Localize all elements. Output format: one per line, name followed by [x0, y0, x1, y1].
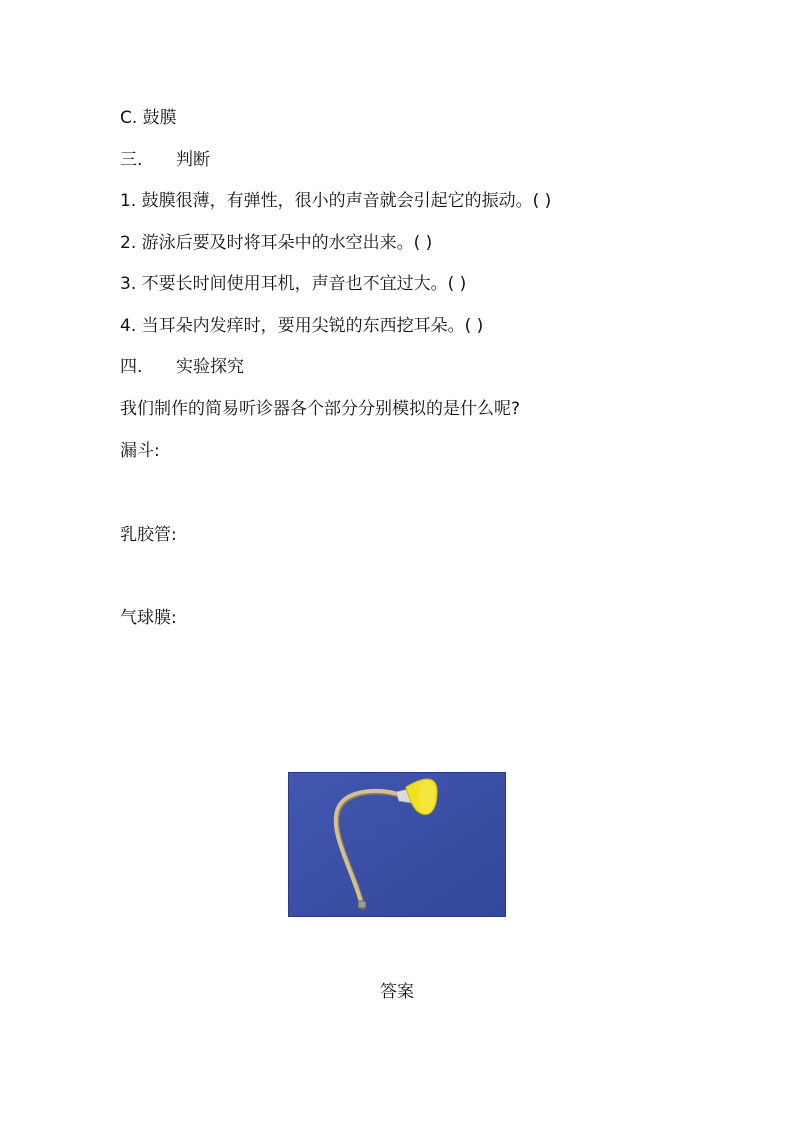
- balloon-answer-label: 气球膜:: [120, 608, 177, 628]
- funnel-answer-label: 漏斗:: [120, 441, 160, 461]
- funnel-highlight: [419, 780, 435, 814]
- experiment-question: 我们制作的简易听诊器各个部分分别模拟的是什么呢?: [120, 399, 521, 419]
- section-four-heading: [120, 356, 244, 378]
- tube-end-connector: [358, 901, 366, 908]
- section-number: 四.: [120, 357, 143, 377]
- section-number: 三.: [120, 150, 143, 170]
- judgment-item-4: 4. 当耳朵内发痒时，要用尖锐的东西挖耳朵。( ): [120, 316, 484, 336]
- judgment-item-3: 3. 不要长时间使用耳机，声音也不宜过大。( ): [120, 274, 467, 294]
- stethoscope-illustration: [289, 773, 506, 917]
- tube-answer-label: 乳胶管:: [120, 525, 177, 545]
- section-three-heading: [120, 149, 210, 171]
- section-title: 判断: [176, 150, 210, 170]
- stethoscope-photo: [288, 772, 506, 917]
- judgment-item-2: 2. 游泳后要及时将耳朵中的水空出来。( ): [120, 233, 433, 253]
- option-c: C. 鼓膜: [120, 108, 177, 128]
- judgment-item-1: 1. 鼓膜很薄，有弹性，很小的声音就会引起它的振动。( ): [120, 191, 552, 211]
- answer-heading: 答案: [380, 982, 414, 1002]
- section-title: 实验探究: [176, 357, 244, 377]
